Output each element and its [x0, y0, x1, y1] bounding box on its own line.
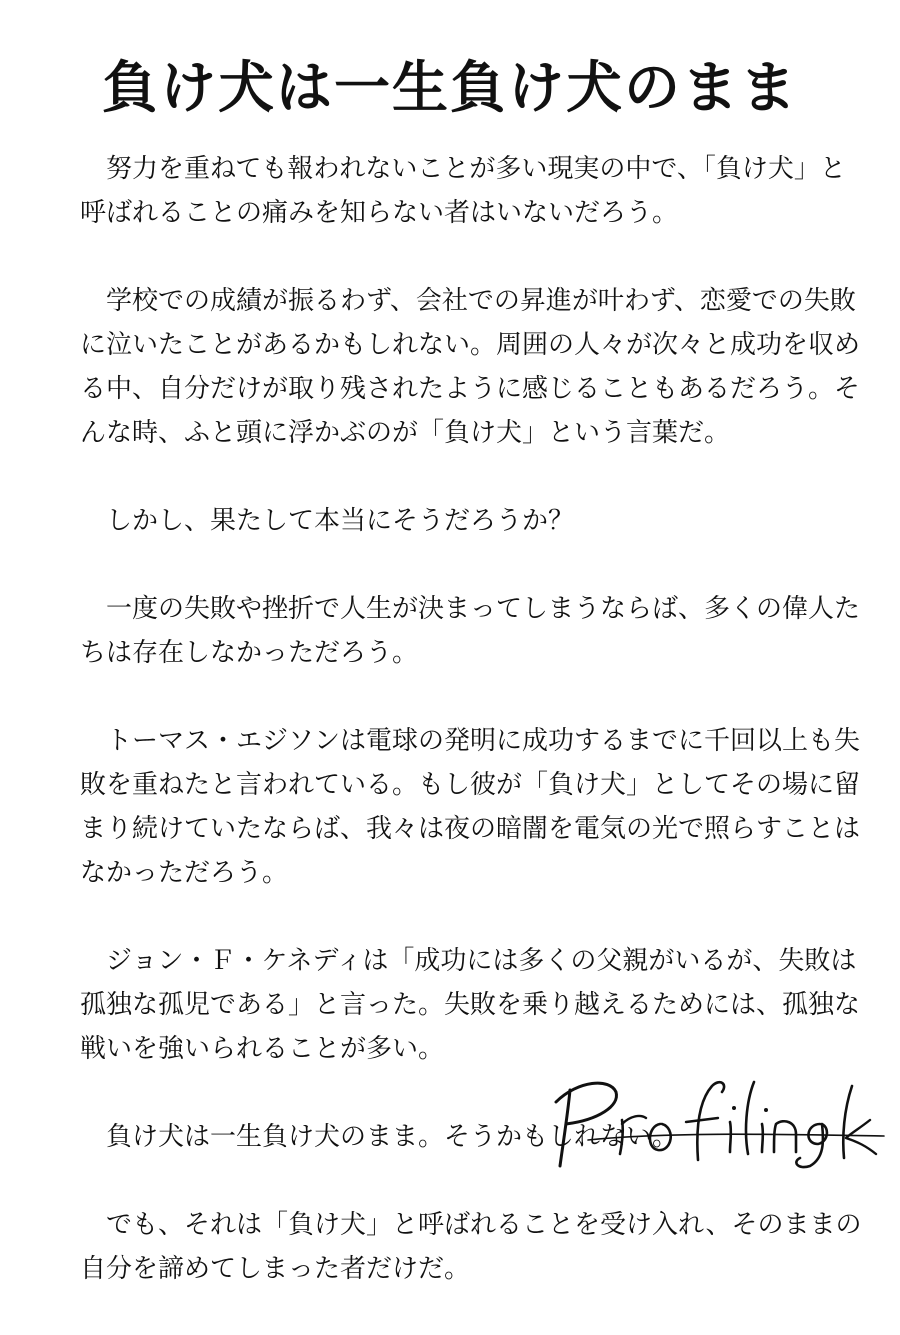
text-line: んな時、ふと頭に浮かぶのが「負け犬」という言葉だ。 [80, 418, 731, 448]
paragraph [80, 587, 861, 675]
text-line: に泣いたことがあるかもしれない。周囲の人々が次々と成功を収め [80, 330, 861, 360]
text-line: る中、自分だけが取り残されたように感じることもあるだろう。そ [80, 374, 861, 404]
paragraph [80, 499, 830, 543]
signature-logo [548, 1062, 888, 1172]
text-line: 孤独な孤児である」と言った。失敗を乗り越えるためには、孤独な [80, 990, 861, 1020]
text-line: 一度の失敗や挫折で人生が決まってしまうならば、多くの偉人た [106, 594, 861, 624]
text-line: ちは存在しなかっただろう。 [80, 638, 419, 668]
paragraph [80, 147, 846, 235]
text-line: でも、それは「負け犬」と呼ばれることを受け入れ、そのままの [106, 1210, 862, 1240]
text-line: 負け犬は一生負け犬のまま。そうかもしれない。 [106, 1122, 679, 1152]
text-line: 学校での成績が振るわず、会社での昇進が叶わず、恋愛での失敗 [106, 286, 856, 316]
paragraph [80, 719, 861, 895]
text-line: 自分を諦めてしまった者だけだ。 [80, 1254, 471, 1284]
paragraph [80, 279, 861, 455]
text-line: ジョン・Ｆ・ケネディは「成功には多くの父親がいるが、失敗は [106, 946, 857, 976]
text-line: トーマス・エジソンは電球の発明に成功するまでに千回以上も失 [106, 726, 861, 756]
paragraph [80, 1203, 862, 1291]
text-line: なかっただろう。 [80, 858, 289, 888]
text-line: 敗を重ねたと言われている。もし彼が「負け犬」としてその場に留 [80, 770, 861, 800]
paragraph [80, 939, 861, 1071]
text-line: しかし、果たして本当にそうだろうか？ [106, 506, 575, 536]
document-title: 負け犬は一生負け犬のまま [102, 55, 798, 121]
text-line: 戦いを強いられることが多い。 [80, 1034, 445, 1064]
text-line: 呼ばれることの痛みを知らない者はいないだろう。 [80, 198, 679, 228]
text-line: まり続けていたならば、我々は夜の暗闇を電気の光で照らすことは [80, 814, 861, 844]
text-line: 努力を重ねても報われないことが多い現実の中で、「負け犬」と [106, 154, 846, 184]
